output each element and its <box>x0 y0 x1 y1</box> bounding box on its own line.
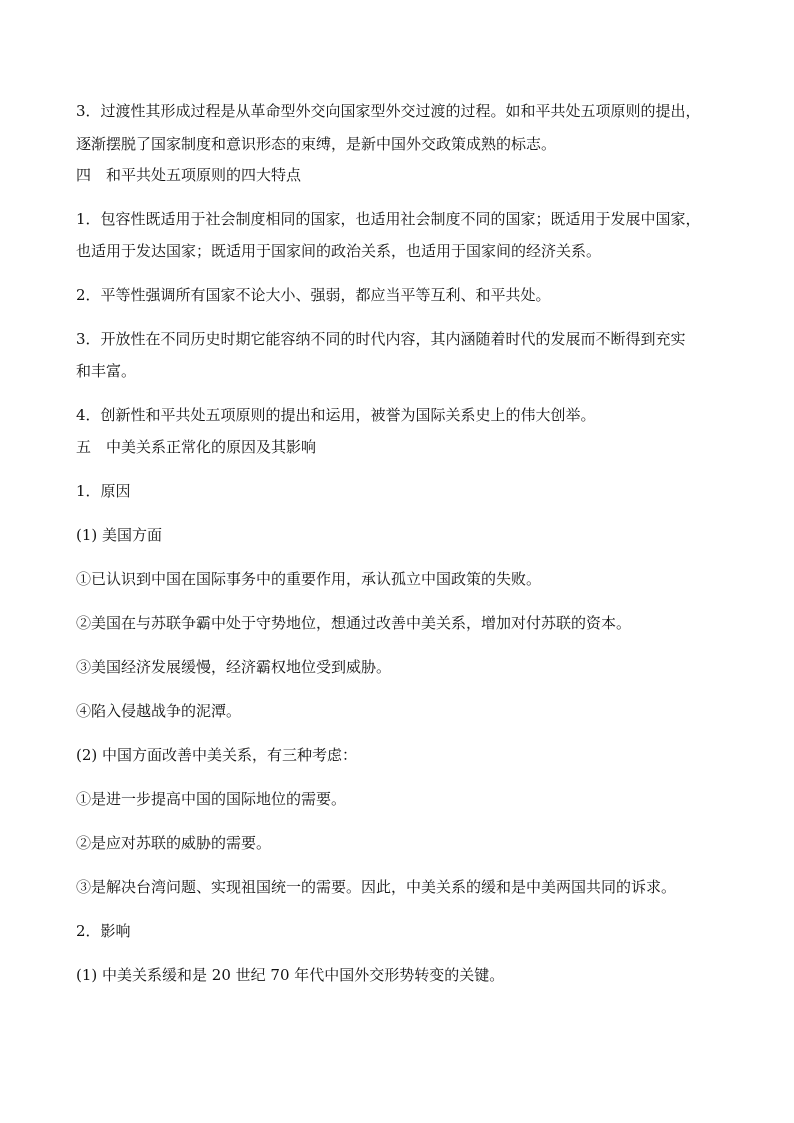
paragraph-openness-line-1: 3．开放性在不同历史时期它能容纳不同的时代内容，其内涵随着时代的发展而不断得到充实 <box>76 330 686 348</box>
usa-reason-3: ③美国经济发展缓慢，经济霸权地位受到威胁。 <box>76 658 392 676</box>
paragraph-transition-line-2: 逐渐摆脱了国家制度和意识形态的束缚，是新中国外交政策成熟的标志。 <box>76 135 557 153</box>
china-reason-3: ③是解决台湾问题、实现祖国统一的需要。因此，中美关系的缓和是中美两国共同的诉求。 <box>76 878 677 896</box>
paragraph-inclusiveness-line-2: 也适用于发达国家；既适用于国家间的政治关系，也适用于国家间的经济关系。 <box>76 242 602 260</box>
china-side-title: (2) 中国方面改善中美关系，有三种考虑： <box>76 746 358 764</box>
paragraph-innovation: 4．创新性和平共处五项原则的提出和运用，被誉为国际关系史上的伟大创举。 <box>76 406 596 424</box>
usa-reason-1: ①已认识到中国在国际事务中的重要作用，承认孤立中国政策的失败。 <box>76 570 542 588</box>
section-four-heading: 四 和平共处五项原则的四大特点 <box>76 166 302 184</box>
paragraph-openness-line-2: 和丰富。 <box>76 362 137 380</box>
usa-reason-2: ②美国在与苏联争霸中处于守势地位，想通过改善中美关系，增加对付苏联的资本。 <box>76 614 632 632</box>
section-five-heading: 五 中美关系正常化的原因及其影响 <box>76 438 317 456</box>
usa-side-title: (1) 美国方面 <box>76 526 163 544</box>
paragraph-transition-line-1: 3．过渡性其形成过程是从革命型外交向国家型外交过渡的过程。如和平共处五项原则的提出， <box>76 102 701 120</box>
china-reason-2: ②是应对苏联的威胁的需要。 <box>76 834 272 852</box>
impact-title: 2．影响 <box>76 922 131 940</box>
reasons-title: 1．原因 <box>76 482 131 500</box>
paragraph-inclusiveness-line-1: 1．包容性既适用于社会制度相同的国家，也适用社会制度不同的国家；既适用于发展中国家， <box>76 210 701 228</box>
paragraph-equality: 2．平等性强调所有国家不论大小、强弱，都应当平等互利、和平共处。 <box>76 286 551 304</box>
impact-1: (1) 中美关系缓和是 20 世纪 70 年代中国外交形势转变的关键。 <box>76 966 505 984</box>
usa-reason-4: ④陷入侵越战争的泥潭。 <box>76 702 242 720</box>
china-reason-1: ①是进一步提高中国的国际地位的需要。 <box>76 790 347 808</box>
